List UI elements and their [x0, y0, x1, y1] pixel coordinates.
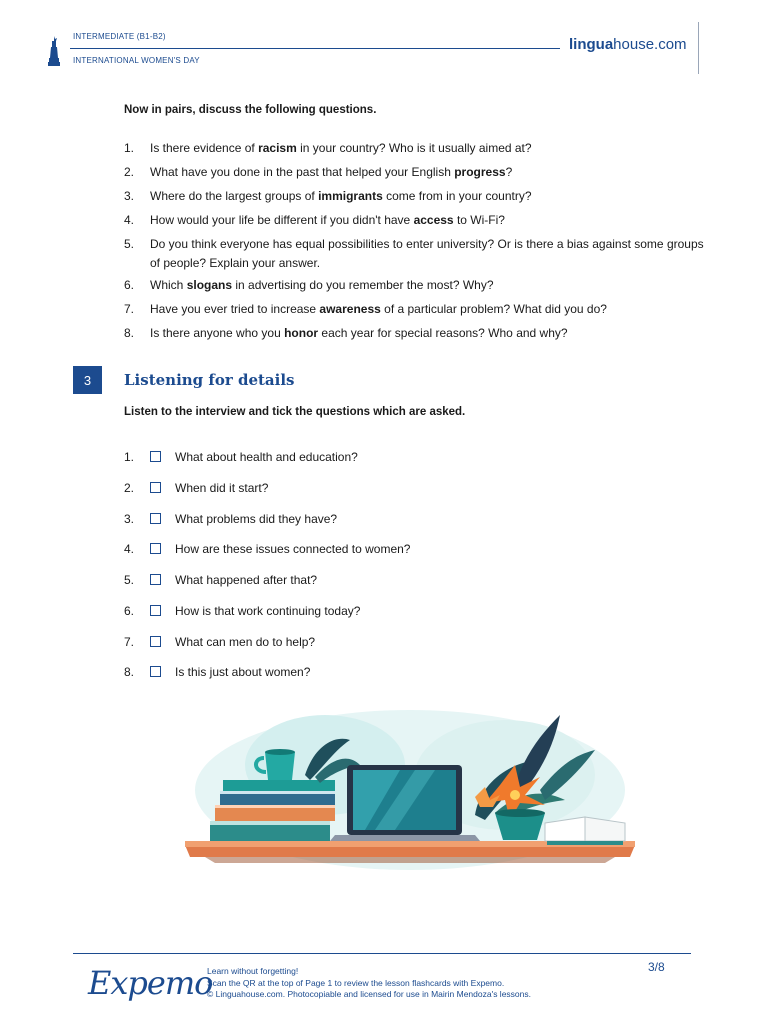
discussion-question: 8. Is there anyone who you honor each year for special reasons? Who and why?: [124, 326, 568, 340]
discussion-question: 5. Do you think everyone has equal possibilities to enter university? Or is there a bias against some groups of people? Explain your answer.: [124, 237, 704, 270]
section-title: Listening for details: [124, 371, 295, 389]
header-divider: [698, 22, 699, 74]
expemo-logo: Expemo: [88, 964, 213, 1002]
discussion-question: 3. Where do the largest groups of immigrants come from in your country?: [124, 189, 532, 203]
statue-of-liberty-icon: [47, 34, 61, 66]
discussion-question: 4. How would your life be different if you didn't have access to Wi-Fi?: [124, 213, 505, 227]
header-rule: [70, 48, 560, 49]
footer-rule: [73, 953, 691, 954]
linguahouse-logo: linguahouse.com: [569, 36, 687, 53]
desk-illustration: [175, 695, 645, 870]
footer-qr-note: Scan the QR at the top of Page 1 to review the lesson flashcards with Expemo.: [207, 977, 505, 988]
tick-checkbox[interactable]: [150, 451, 161, 462]
discussion-question: 6. Which slogans in advertising do you remember the most? Why?: [124, 278, 494, 292]
page-number: 3/8: [648, 960, 665, 974]
tick-checkbox[interactable]: [150, 605, 161, 616]
discussion-question: 7. Have you ever tried to increase awareness of a particular problem? What did you do?: [124, 302, 607, 316]
tick-checkbox[interactable]: [150, 482, 161, 493]
tick-checkbox[interactable]: [150, 666, 161, 677]
discussion-instruction: Now in pairs, discuss the following questions.: [124, 104, 377, 116]
footer-tagline: Learn without forgetting!: [207, 966, 299, 976]
section-number-badge: 3: [73, 366, 102, 394]
tick-checkbox[interactable]: [150, 574, 161, 585]
tick-checkbox[interactable]: [150, 543, 161, 554]
tick-checkbox[interactable]: [150, 513, 161, 524]
footer-copyright: © Linguahouse.com. Photocopiable and licensed for use in Mairin Mendoza's lessons.: [207, 989, 531, 999]
level-label: INTERMEDIATE (B1-B2): [73, 32, 166, 41]
tick-checkbox[interactable]: [150, 636, 161, 647]
discussion-question: 1. Is there evidence of racism in your country? Who is it usually aimed at?: [124, 141, 532, 155]
listening-instruction: Listen to the interview and tick the questions which are asked.: [124, 406, 466, 418]
topic-label: INTERNATIONAL WOMEN'S DAY: [73, 56, 200, 65]
discussion-question: 2. What have you done in the past that helped your English progress?: [124, 165, 513, 179]
footer-text: [207, 966, 531, 1001]
